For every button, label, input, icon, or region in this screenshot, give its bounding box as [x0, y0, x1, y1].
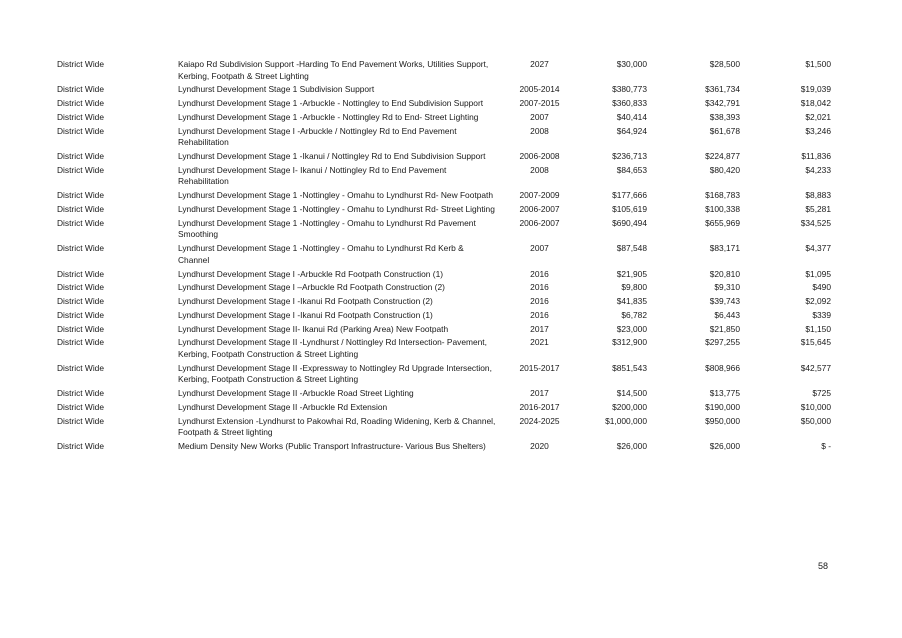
table-row	[53, 388, 831, 402]
total-cost-cell: $21,905	[616, 268, 647, 279]
table-row	[53, 282, 831, 296]
subsidy-cell: $297,255	[705, 337, 740, 348]
area-cell: District Wide	[57, 388, 104, 399]
description-cell: Lyndhurst Development Stage I -Arbuckle / Nottingley Rd to End Pavement Rehabilitation	[178, 125, 457, 148]
table-row	[53, 84, 831, 98]
area-cell: District Wide	[57, 362, 104, 373]
table-row	[53, 363, 831, 388]
description-cell: Lyndhurst Development Stage II -Lyndhurst / Nottingley Rd Intersection- Pavement, Kerbing, Footpath Construction & Street Lighting	[178, 337, 487, 360]
year-cell: 2020	[530, 441, 549, 452]
year-cell: 2008	[530, 125, 549, 136]
development-contribution-cell: $5,281	[805, 204, 831, 215]
table-row	[53, 324, 831, 338]
area-cell: District Wide	[57, 243, 104, 254]
total-cost-cell: $14,500	[616, 388, 647, 399]
development-contribution-cell: $8,883	[805, 190, 831, 201]
description-cell: Lyndhurst Development Stage I- Ikanui / Nottingley Rd to End Pavement Rehabilitation	[178, 164, 447, 187]
area-cell: District Wide	[57, 151, 104, 162]
development-contribution-cell: $10,000	[800, 402, 831, 412]
total-cost-cell: $23,000	[616, 323, 647, 334]
area-cell: District Wide	[57, 309, 104, 320]
subsidy-cell: $342,791	[705, 98, 740, 109]
table-row	[53, 402, 831, 416]
total-cost-cell: $64,924	[616, 125, 647, 136]
subsidy-cell: $224,877	[705, 151, 740, 162]
description-cell: Lyndhurst Extension -Lyndhurst to Pakowhai Rd, Roading Widening, Kerb & Channel, Footpath & Street lighting	[178, 415, 496, 438]
table-row	[53, 112, 831, 126]
total-cost-cell: $200,000	[612, 402, 647, 412]
area-cell: District Wide	[57, 296, 104, 307]
year-cell: 2007-2015	[519, 98, 560, 109]
total-cost-cell: $40,414	[616, 111, 647, 122]
table-row	[53, 337, 831, 362]
development-contribution-cell: $1,500	[805, 59, 831, 69]
area-cell: District Wide	[57, 268, 104, 279]
subsidy-cell: $950,000	[705, 415, 740, 426]
year-cell: 2016	[530, 282, 549, 293]
year-cell: 2016	[530, 296, 549, 307]
subsidy-cell: $61,678	[709, 125, 740, 136]
table-row	[53, 416, 831, 441]
year-cell: 2024-2025	[519, 415, 560, 426]
total-cost-cell: $26,000	[616, 441, 647, 452]
development-contribution-cell: $4,233	[805, 164, 831, 175]
area-cell: District Wide	[57, 98, 104, 109]
total-cost-cell: $236,713	[612, 151, 647, 162]
area-cell: District Wide	[57, 204, 104, 215]
subsidy-cell: $361,734	[705, 84, 740, 95]
development-contribution-cell: $4,377	[805, 243, 831, 254]
table-row	[53, 98, 831, 112]
year-cell: 2015-2017	[519, 362, 560, 373]
description-cell: Lyndhurst Development Stage I -Ikanui Rd Footpath Construction (2)	[178, 296, 433, 307]
description-cell: Lyndhurst Development Stage 1 -Arbuckle - Nottingley to End Subdivision Support	[178, 98, 484, 109]
total-cost-cell: $851,543	[612, 362, 647, 373]
area-cell: District Wide	[57, 190, 104, 201]
year-cell: 2007	[530, 243, 549, 254]
table-row	[53, 243, 831, 268]
year-cell: 2016-2017	[519, 402, 560, 412]
development-contribution-cell: $2,092	[805, 296, 831, 307]
table-body	[53, 59, 831, 455]
total-cost-cell: $6,782	[621, 309, 647, 320]
area-cell: District Wide	[57, 441, 104, 452]
subsidy-cell: $39,743	[709, 296, 740, 307]
table-row	[53, 296, 831, 310]
development-contribution-cell: $1,095	[805, 268, 831, 279]
total-cost-cell: $1,000,000	[605, 415, 647, 426]
area-cell: District Wide	[57, 164, 104, 175]
year-cell: 2006-2007	[519, 217, 560, 228]
subsidy-cell: $808,966	[705, 362, 740, 373]
description-cell: Lyndhurst Development Stage I -Arbuckle Rd Footpath Construction (1)	[178, 268, 444, 279]
total-cost-cell: $105,619	[612, 204, 647, 215]
table-row	[53, 310, 831, 324]
description-cell: Lyndhurst Development Stage 1 -Nottingley - Omahu to Lyndhurst Rd Kerb & Channel	[178, 243, 464, 265]
description-cell: Lyndhurst Development Stage 1 -Arbuckle - Nottingley Rd to End- Street Lighting	[178, 111, 479, 122]
description-cell: Lyndhurst Development Stage 1 -Nottingley - Omahu to Lyndhurst Rd- New Footpath	[178, 190, 493, 201]
development-contribution-cell: $34,525	[800, 217, 831, 228]
area-cell: District Wide	[57, 402, 104, 412]
area-cell: District Wide	[57, 125, 104, 136]
area-cell: District Wide	[57, 415, 104, 426]
year-cell: 2027	[530, 59, 549, 69]
description-cell: Lyndhurst Development Stage II -Arbuckle Rd Extension	[178, 402, 388, 412]
total-cost-cell: $87,548	[616, 243, 647, 254]
total-cost-cell: $84,653	[616, 164, 647, 175]
subsidy-cell: $26,000	[709, 441, 740, 452]
subsidy-cell: $190,000	[705, 402, 740, 412]
table-row	[53, 204, 831, 218]
total-cost-cell: $177,666	[612, 190, 647, 201]
development-contribution-cell: $ -	[821, 441, 831, 452]
year-cell: 2007-2009	[519, 190, 560, 201]
year-cell: 2017	[530, 388, 549, 399]
description-cell: Lyndhurst Development Stage II -Expressway to Nottingley Rd Upgrade Intersection, Kerbing, Footpath Construction & Street Lighting	[178, 362, 492, 385]
table-row	[53, 126, 831, 151]
subsidy-cell: $28,500	[709, 59, 740, 69]
development-contribution-cell: $50,000	[800, 415, 831, 426]
total-cost-cell: $9,800	[621, 282, 647, 293]
area-cell: District Wide	[57, 337, 104, 348]
total-cost-cell: $30,000	[616, 59, 647, 69]
total-cost-cell: $41,835	[616, 296, 647, 307]
description-cell: Kaiapo Rd Subdivision Support -Harding To End Pavement Works, Utilities Support, Kerbing, Footpath & Street Lighting	[178, 59, 489, 81]
development-contribution-cell: $2,021	[805, 111, 831, 122]
development-contribution-cell: $19,039	[800, 84, 831, 95]
area-cell: District Wide	[57, 282, 104, 293]
development-contribution-cell: $490	[812, 282, 831, 293]
subsidy-cell: $9,310	[714, 282, 740, 293]
subsidy-cell: $21,850	[709, 323, 740, 334]
development-contribution-cell: $339	[812, 309, 831, 320]
table-row	[53, 151, 831, 165]
development-contribution-cell: $11,836	[801, 151, 831, 162]
description-cell: Lyndhurst Development Stage 1 -Ikanui / Nottingley Rd to End Subdivision Support	[178, 151, 486, 162]
description-cell: Lyndhurst Development Stage 1 -Nottingley - Omahu to Lyndhurst Rd Pavement Smoothing	[178, 217, 476, 240]
table-row	[53, 269, 831, 283]
table-row	[53, 218, 831, 243]
total-cost-cell: $690,494	[612, 217, 647, 228]
area-cell: District Wide	[57, 217, 104, 228]
description-cell: Medium Density New Works (Public Transport Infrastructure- Various Bus Shelters)	[178, 441, 486, 452]
area-cell: District Wide	[57, 84, 104, 95]
year-cell: 2005-2014	[519, 84, 560, 95]
development-contribution-cell: $42,577	[800, 362, 831, 373]
subsidy-cell: $13,775	[709, 388, 740, 399]
year-cell: 2016	[530, 309, 549, 320]
subsidy-cell: $168,783	[705, 190, 740, 201]
year-cell: 2007	[530, 111, 549, 122]
year-cell: 2017	[530, 323, 549, 334]
subsidy-cell: $38,393	[709, 111, 740, 122]
table-row	[53, 59, 831, 84]
total-cost-cell: $312,900	[612, 337, 647, 348]
area-cell: District Wide	[57, 59, 104, 69]
capital-works-table	[53, 59, 831, 455]
year-cell: 2008	[530, 164, 549, 175]
total-cost-cell: $380,773	[612, 84, 647, 95]
subsidy-cell: $100,338	[705, 204, 740, 215]
table-row	[53, 441, 831, 455]
year-cell: 2006-2008	[519, 151, 560, 162]
description-cell: Lyndhurst Development Stage 1 Subdivision Support	[178, 84, 375, 95]
subsidy-cell: $20,810	[709, 268, 740, 279]
development-contribution-cell: $18,042	[800, 98, 831, 109]
development-contribution-cell: $1,150	[805, 323, 831, 334]
development-contribution-cell: $3,246	[805, 125, 831, 136]
table-row	[53, 190, 831, 204]
description-cell: Lyndhurst Development Stage 1 -Nottingley - Omahu to Lyndhurst Rd- Street Lighting	[178, 204, 495, 215]
description-cell: Lyndhurst Development Stage II- Ikanui Rd (Parking Area) New Footpath	[178, 323, 449, 334]
description-cell: Lyndhurst Development Stage I –Arbuckle Rd Footpath Construction (2)	[178, 282, 445, 293]
subsidy-cell: $6,443	[714, 309, 740, 320]
subsidy-cell: $655,969	[705, 217, 740, 228]
subsidy-cell: $80,420	[709, 164, 740, 175]
year-cell: 2006-2007	[519, 204, 560, 215]
description-cell: Lyndhurst Development Stage II -Arbuckle Road Street Lighting	[178, 388, 414, 399]
table-row	[53, 165, 831, 190]
total-cost-cell: $360,833	[612, 98, 647, 109]
description-cell: Lyndhurst Development Stage I -Ikanui Rd Footpath Construction (1)	[178, 309, 433, 320]
page-number: 58	[817, 561, 828, 571]
area-cell: District Wide	[57, 111, 104, 122]
year-cell: 2016	[530, 268, 549, 279]
development-contribution-cell: $15,645	[800, 337, 831, 348]
development-contribution-cell: $725	[812, 388, 831, 399]
year-cell: 2021	[530, 337, 549, 348]
area-cell: District Wide	[57, 323, 104, 334]
subsidy-cell: $83,171	[709, 243, 740, 254]
